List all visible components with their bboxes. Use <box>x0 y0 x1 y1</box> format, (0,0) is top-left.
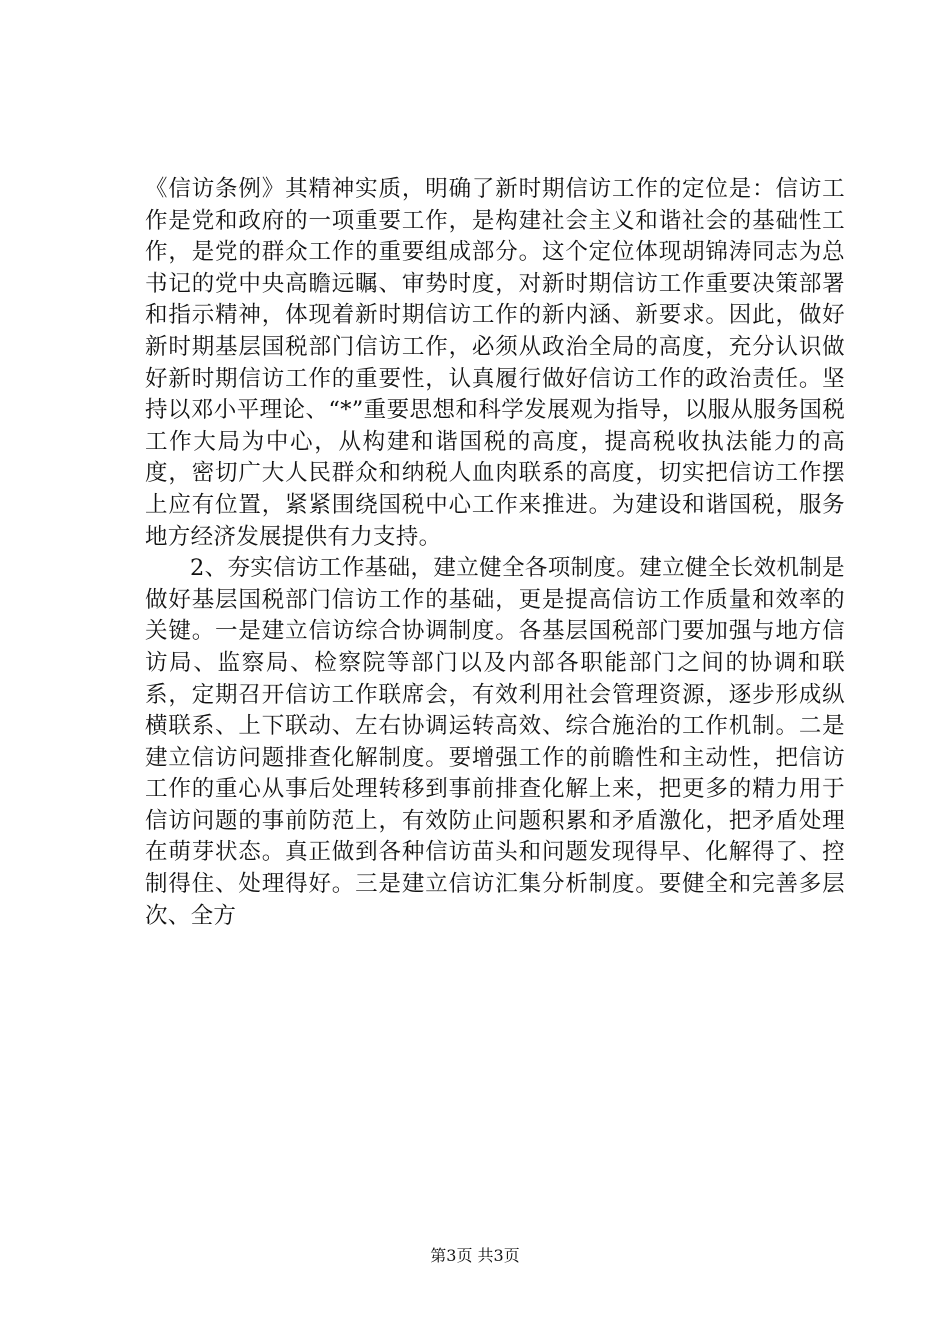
document-body <box>145 174 845 932</box>
paragraph-1: 《信访条例》其精神实质，明确了新时期信访工作的定位是：信访工作是党和政府的一项重要工作，是构建社会主义和谐社会的基础性工作，是党的群众工作的重要组成部分。这个定位体现胡锦涛同志为总书记的党中央高瞻远瞩、审势时度，对新时期信访工作重要决策部署和指示精神，体现着新时期信访工作的新内涵、新要求。因此，做好新时期基层国税部门信访工作，必须从政治全局的高度，充分认识做好新时期信访工作的重要性，认真履行做好信访工作的政治责任。坚持以邓小平理论、“*”重要思想和科学发展观为指导，以服从服务国税工作大局为中心，从构建和谐国税的高度，提高税收执法能力的高度，密切广大人民群众和纳税人血肉联系的高度，切实把信访工作摆上应有位置，紧紧围绕国税中心工作来推进。为建设和谐国税，服务地方经济发展提供有力支持。 <box>145 176 845 550</box>
paragraph-2: 2、夯实信访工作基础，建立健全各项制度。建立健全长效机制是做好基层国税部门信访工作的基础，更是提高信访工作质量和效率的关键。一是建立信访综合协调制度。各基层国税部门要加强与地方信访局、监察局、检察院等部门以及内部各职能部门之间的协调和联系，定期召开信访工作联席会，有效利用社会管理资源，逐步形成纵横联系、上下联动、左右协调运转高效、综合施治的工作机制。二是建立信访问题排查化解制度。要增强工作的前瞻性和主动性，把信访工作的重心从事后处理转移到事前排查化解上来，把更多的精力用于信访问题的事前防范上，有效防止问题积累和矛盾激化，把矛盾处理在萌芽状态。真正做到各种信访苗头和问题发现得早、化解得了、控制得住、处理得好。三是建立信访汇集分析制度。要健全和完善多层次、全方 <box>145 555 845 929</box>
page-footer <box>0 1243 950 1266</box>
page-number: 第3页 共3页 <box>430 1246 520 1265</box>
